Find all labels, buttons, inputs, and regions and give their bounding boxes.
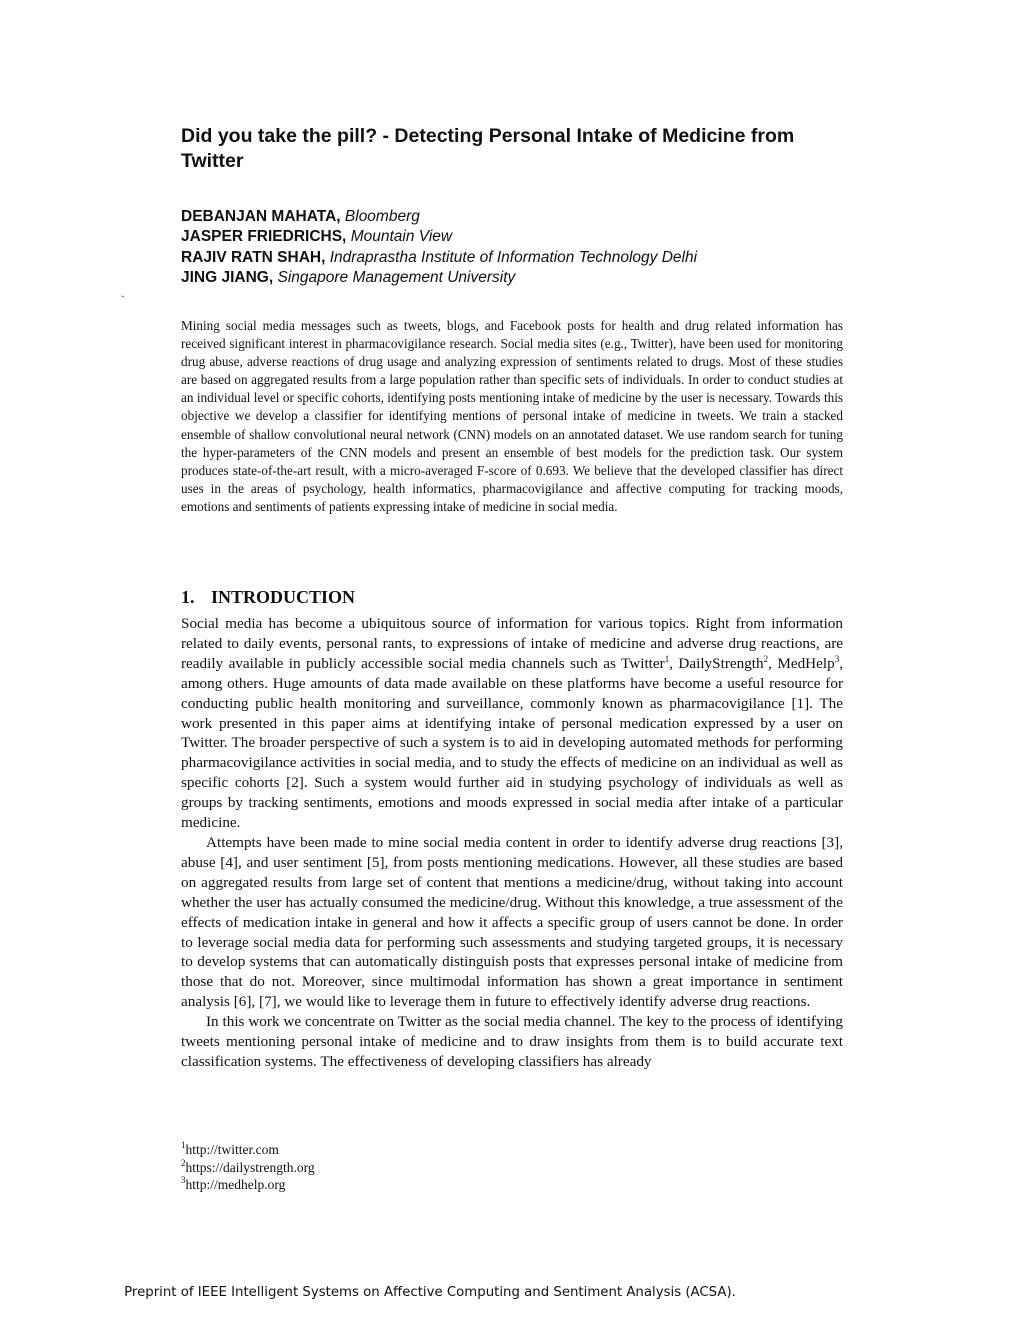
paper-title: Did you take the pill? - Detecting Personal Intake of Medicine from Twitter: [181, 125, 795, 172]
section-heading: [181, 587, 355, 608]
abstract: Mining social media messages such as tweets, blogs, and Facebook posts for health and drug related information has received significant interest in pharmacovigilance research. Social media sites (e.g., Twitter), have been used for monitoring drug abuse, adverse reactions of drug usage and analyzing expression of sentiments related to drugs. Most of these studies are based on aggregated results from a large population rather than specific sets of individuals. In order to conduct studies at an individual level or specific cohorts, identifying posts mentioning intake of medicine by the user is necessary. Towards this objective we develop a classifier for identifying mentions of personal intake of medicine in tweets. We train a stacked ensemble of shallow convolutional neural network (CNN) models on an annotated dataset. We use random search for tuning the hyper-parameters of the CNN models and present an ensemble of best models for the prediction task. Our system produces state-of-the-art result, with a micro-averaged F-score of 0.693. We believe that the developed classifier has direct uses in the areas of psychology, health informatics, pharmacovigilance and affective computing for tracking moods, emotions and sentiments of patients expressing intake of medicine in social media.: [181, 318, 843, 514]
author-affiliation: Singapore Management University: [277, 268, 516, 286]
stray-mark: `: [121, 293, 125, 307]
footnote-link[interactable]: http://medhelp.org: [185, 1177, 286, 1192]
footnote-ref: 2: [763, 653, 769, 664]
author-list: [181, 207, 861, 288]
section-number: 1.: [181, 587, 195, 607]
author-affiliation: Bloomberg: [344, 208, 420, 225]
author-entry: [181, 248, 861, 268]
author-entry: [181, 227, 861, 247]
section-title: INTRODUCTION: [211, 587, 356, 607]
body-paragraph: [181, 614, 843, 833]
footnote-mark: 2: [181, 1157, 186, 1168]
footnote-link[interactable]: https://dailystrength.org: [185, 1159, 315, 1175]
paragraph-text: Social media has become a ubiquitous source of information for various topics. Right from information related to daily events, personal rants, to expressions of intake of medicine and adverse drug reactions, are readily available in publicly accessible social media channels such as Twitter: [181, 615, 843, 672]
footnote: [181, 1141, 581, 1159]
author-name: DEBANJAN MAHATA,: [181, 208, 341, 225]
footnote: [181, 1159, 581, 1177]
footnote-mark: 3: [181, 1175, 186, 1185]
footnotes: [181, 1141, 581, 1194]
footnote-link[interactable]: http://twitter.com: [185, 1142, 279, 1157]
footnote-ref: 3: [834, 653, 840, 664]
paragraph-text: , among others. Huge amounts of data made available on these platforms have become a useful resource for conducting public health monitoring and surveillance, commonly known as pharmacovigilance [1]. The work presented in this paper aims at identifying intake of personal medication expressed by a user on Twitter. The broader perspective of such a system is to aid in developing automated methods for performing pharmacovigilance activities in social media, and to study the effects of medicine on an individual as well as specific cohorts [2]. Such a system would further aid in studying psychology of individuals as well as groups by tracking sentiments, emotions and moods expressed in social media after intake of a particular medicine.: [181, 654, 843, 832]
body-paragraph: In this work we concentrate on Twitter as the social media channel. The key to the process of identifying tweets mentioning personal intake of medicine and to draw insights from them is to build accurate text classification systems. The effectiveness of developing classifiers has already: [181, 1013, 843, 1070]
introduction-body: [181, 614, 843, 1072]
author-name: RAJIV RATN SHAH,: [181, 248, 326, 266]
author-affiliation: Indraprastha Institute of Information Technology Delhi: [329, 248, 698, 266]
footnote: [181, 1176, 581, 1194]
footnote-mark: 1: [181, 1140, 186, 1150]
author-affiliation: Mountain View: [350, 228, 453, 246]
paragraph-text: , DailyStrength: [669, 654, 764, 672]
author-name: JING JIANG,: [181, 268, 274, 286]
body-paragraph: Attempts have been made to mine social media content in order to identify adverse drug reactions [3], abuse [4], and user sentiment [5], from posts mentioning medications. However, all these studies are based on aggregated results from large set of content that mentions a medicine/drug, without taking into account whether the user has actually consumed the medicine/drug. Without this knowledge, a true assessment of the effects of medication intake in general and how it affects a specific group of users cannot be done. In order to leverage social media data for performing such assessments and studying targeted groups, it is necessary to develop systems that can automatically distinguish posts that expresses personal intake of medicine from those that do not. Moreover, since multimodal information has shown a great importance in sentiment analysis [6], [7], we would like to leverage them in future to effectively identify adverse drug reactions.: [181, 833, 843, 1011]
author-entry: [181, 268, 861, 288]
author-entry: [181, 207, 861, 227]
paragraph-text: , MedHelp: [768, 654, 835, 672]
page-footer: Preprint of IEEE Intelligent Systems on Affective Computing and Sentiment Analysis (ACSA).: [124, 1285, 736, 1300]
footnote-ref: 1: [664, 653, 670, 664]
author-name: JASPER FRIEDRICHS,: [181, 228, 347, 246]
